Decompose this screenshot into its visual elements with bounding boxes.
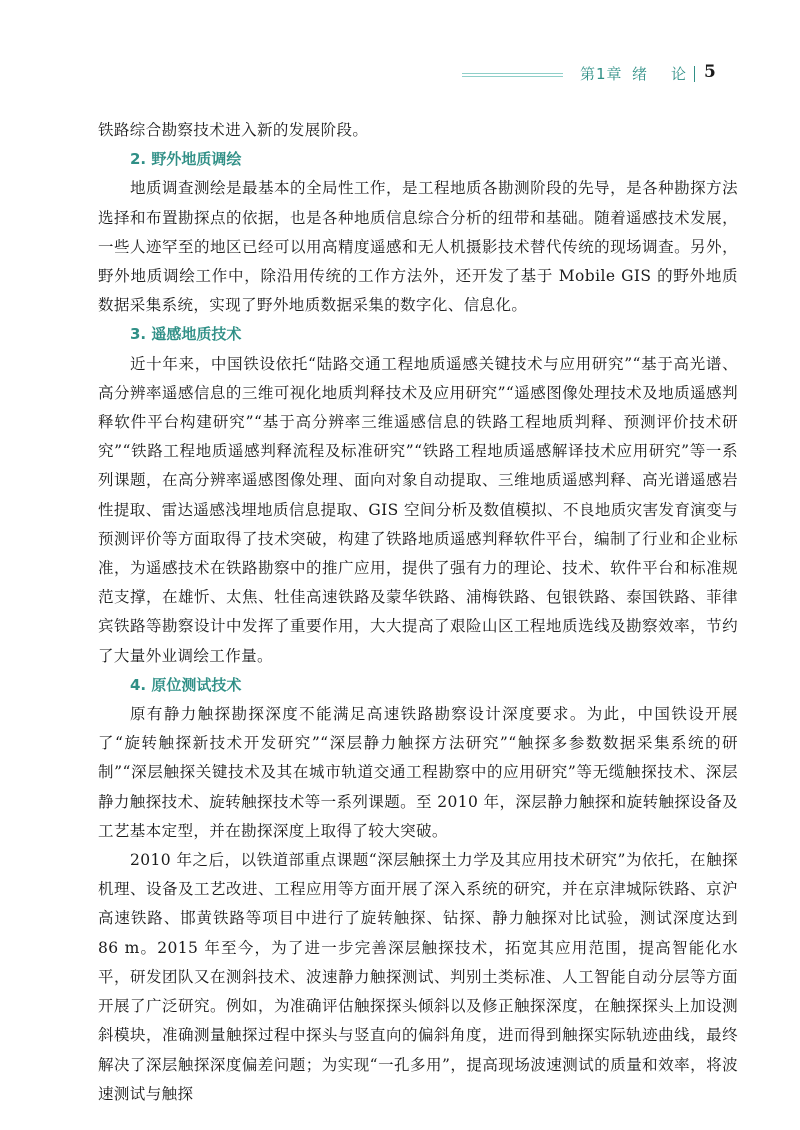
section-heading: 3. 遥感地质技术 [130,325,242,344]
header-divider [694,66,695,82]
page-body [98,116,738,1109]
body-paragraph: 2010 年之后，以铁道部重点课题“深层触探土力学及其应用技术研究”为依托，在触探机理、设备及工艺改进、工程应用等方面开展了深入系统的研究，并在京津城际铁路、京沪高速铁路、邯黄铁路等项目中进行了旋转触探、钻探、静力触探对比试验，测试深度达到 86 m。2015 年至今，为了进一步完善深层触探技术，拓宽其应用范围，提高智能化水平，研发团队又在测斜技术、波速静力触探测试、判别土类标准、人工智能自动分层等方面开展了广泛研究。例如，为准确评估触探探头倾斜以及修正触探深度，在触探探头上加设测斜模块，准确测量触探过程中探头与竖直向的偏斜角度，进而得到触探实际轨迹曲线，最终解决了深层触探深度偏差问题；为实现“一孔多用”，提高现场波速测试的质量和效率，将波速测试与触探 [98,851,738,1103]
body-paragraph: 原有静力触探勘探深度不能满足高速铁路勘察设计深度要求。为此，中国铁设开展了“旋转触探新技术开发研究”“深层静力触探方法研究”“触探多参数数据采集系统的研制”“深层触探关键技术及其在城市轨道交通工程勘察中的应用研究”等无缆触探技术、深层静力触探技术、旋转触探技术等一系列课题。至 2010 年，深层静力触探和旋转触探设备及工艺基本定型，并在勘探深度上取得了较大突破。 [98,705,739,840]
body-paragraph: 铁路综合勘察技术进入新的发展阶段。 [98,121,369,139]
header-double-rule [462,73,563,77]
page-number: 5 [704,62,716,82]
chapter-title: 绪论 [632,65,686,83]
header-rule-line [462,73,563,74]
header-rule-line [462,76,563,77]
running-header [0,62,800,86]
section-heading: 2. 野外地质调绘 [130,150,242,169]
chapter-label: 第1章 [580,65,623,83]
section-heading: 4. 原位测试技术 [130,675,242,694]
body-paragraph: 地质调查测绘是最基本的全局性工作，是工程地质各勘测阶段的先导，是各种勘探方法选择和布置勘探点的依据，也是各种地质信息综合分析的纽带和基础。随着遥感技术发展，一些人迹罕至的地区已经可以用高精度遥感和无人机摄影技术替代传统的现场调查。另外，野外地质调绘工作中，除沿用传统的工作方法外，还开发了基于 Mobile GIS 的野外地质数据采集系统，实现了野外地质数据采集的数字化、信息化。 [98,179,738,315]
body-paragraph: 近十年来，中国铁设依托“陆路交通工程地质遥感关键技术与应用研究”“基于高光谱、高分辨率遥感信息的三维可视化地质判释技术及应用研究”“遥感图像处理技术及地质遥感判释软件平台构建研究”“基于高分辨率三维遥感信息的铁路工程地质判释、预测评价技术研究”“铁路工程地质遥感判释流程及标准研究”“铁路工程地质遥感解译技术应用研究”等一系列课题，在高分辨率遥感图像处理、面向对象自动提取、三维地质遥感判释、高光谱遥感岩性提取、雷达遥感浅埋地质信息提取、GIS 空间分析及数值模拟、不良地质灾害发育演变与预测评价等方面取得了技术突破，构建了铁路地质遥感判释软件平台，编制了行业和企业标准，为遥感技术在铁路勘察中的推广应用，提供了强有力的理论、技术、软件平台和标准规范支撑，在雄忻、太焦、牡佳高速铁路及蒙华铁路、浦梅铁路、包银铁路、泰国铁路、菲律宾铁路等勘察设计中发挥了重要作用，大大提高了艰险山区工程地质选线及勘察效率，节约了大量外业调绘工作量。 [98,354,738,665]
